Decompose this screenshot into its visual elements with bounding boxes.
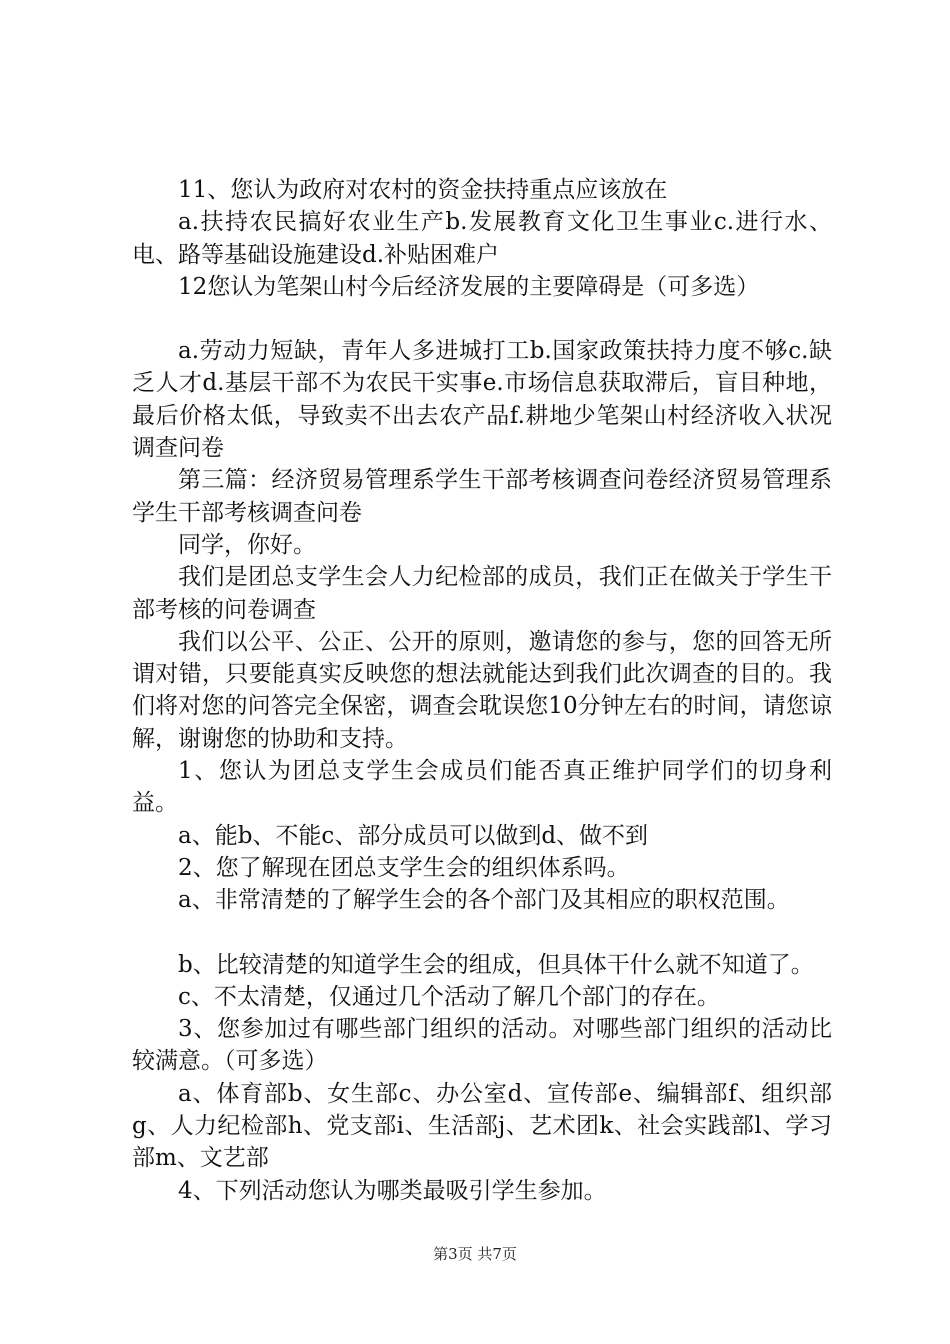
paragraph-q3: 3、您参加过有哪些部门组织的活动。对哪些部门组织的活动比较满意。（可多选）	[132, 1016, 832, 1075]
paragraph-intro-detail: 我们以公平、公正、公开的原则，邀请您的参与，您的回答无所谓对错，只要能真实反映您的想法就能达到我们此次调查的目的。我们将对您的问答完全保密，调查会耽误您10分钟左右的时间，请您谅解，谢谢您的协助和支持。	[132, 628, 832, 752]
paragraph-q3-options: a、体育部b、女生部c、办公室d、宣传部e、编辑部f、组织部g、人力纪检部h、党支部i、生活部j、艺术团k、社会实践部l、学习部m、文艺部	[132, 1080, 832, 1172]
paragraph-intro: 我们是团总支学生会人力纪检部的成员，我们正在做关于学生干部考核的问卷调查	[132, 564, 832, 623]
blank-line	[132, 303, 832, 335]
paragraph-greeting: 同学，你好。	[178, 531, 316, 558]
paragraph-q12-options: a.劳动力短缺，青年人多进城打工b.国家政策扶持力度不够c.缺乏人才d.基层干部不为农民干实事e.市场信息获取滞后，盲目种地，最后价格太低，导致卖不出去农产品f.耕地少笔架山村经济收入状况调查问卷	[132, 338, 832, 462]
blank-line	[132, 917, 832, 949]
paragraph-q1: 1、您认为团总支学生会成员们能否真正维护同学们的切身利益。	[132, 758, 832, 817]
paragraph-q12: 12您认为笔架山村今后经济发展的主要障碍是（可多选）	[178, 273, 760, 300]
paragraph-q2-option-b: b、比较清楚的知道学生会的组成，但具体干什么就不知道了。	[178, 951, 814, 978]
paragraph-q4: 4、下列活动您认为哪类最吸引学生参加。	[178, 1177, 607, 1204]
paragraph-q2-option-a: a、非常清楚的了解学生会的各个部门及其相应的职权范围。	[178, 887, 790, 914]
paragraph-section-title: 第三篇：经济贸易管理系学生干部考核调查问卷经济贸易管理系学生干部考核调查问卷	[132, 467, 832, 526]
page-footer: 第3页 共7页	[433, 1245, 517, 1263]
paragraph-q11: 11、您认为政府对农村的资金扶持重点应该放在	[178, 177, 668, 203]
document-body	[132, 174, 832, 1207]
paragraph-q2: 2、您了解现在团总支学生会的组织体系吗。	[178, 854, 630, 881]
paragraph-q1-options: a、能b、不能c、部分成员可以做到d、做不到	[178, 822, 649, 849]
paragraph-q2-option-c: c、不太清楚，仅通过几个活动了解几个部门的存在。	[178, 983, 720, 1010]
paragraph-q11-options: a.扶持农民搞好农业生产b.发展教育文化卫生事业c.进行水、电、路等基础设施建设d.补贴困难户	[132, 209, 832, 268]
